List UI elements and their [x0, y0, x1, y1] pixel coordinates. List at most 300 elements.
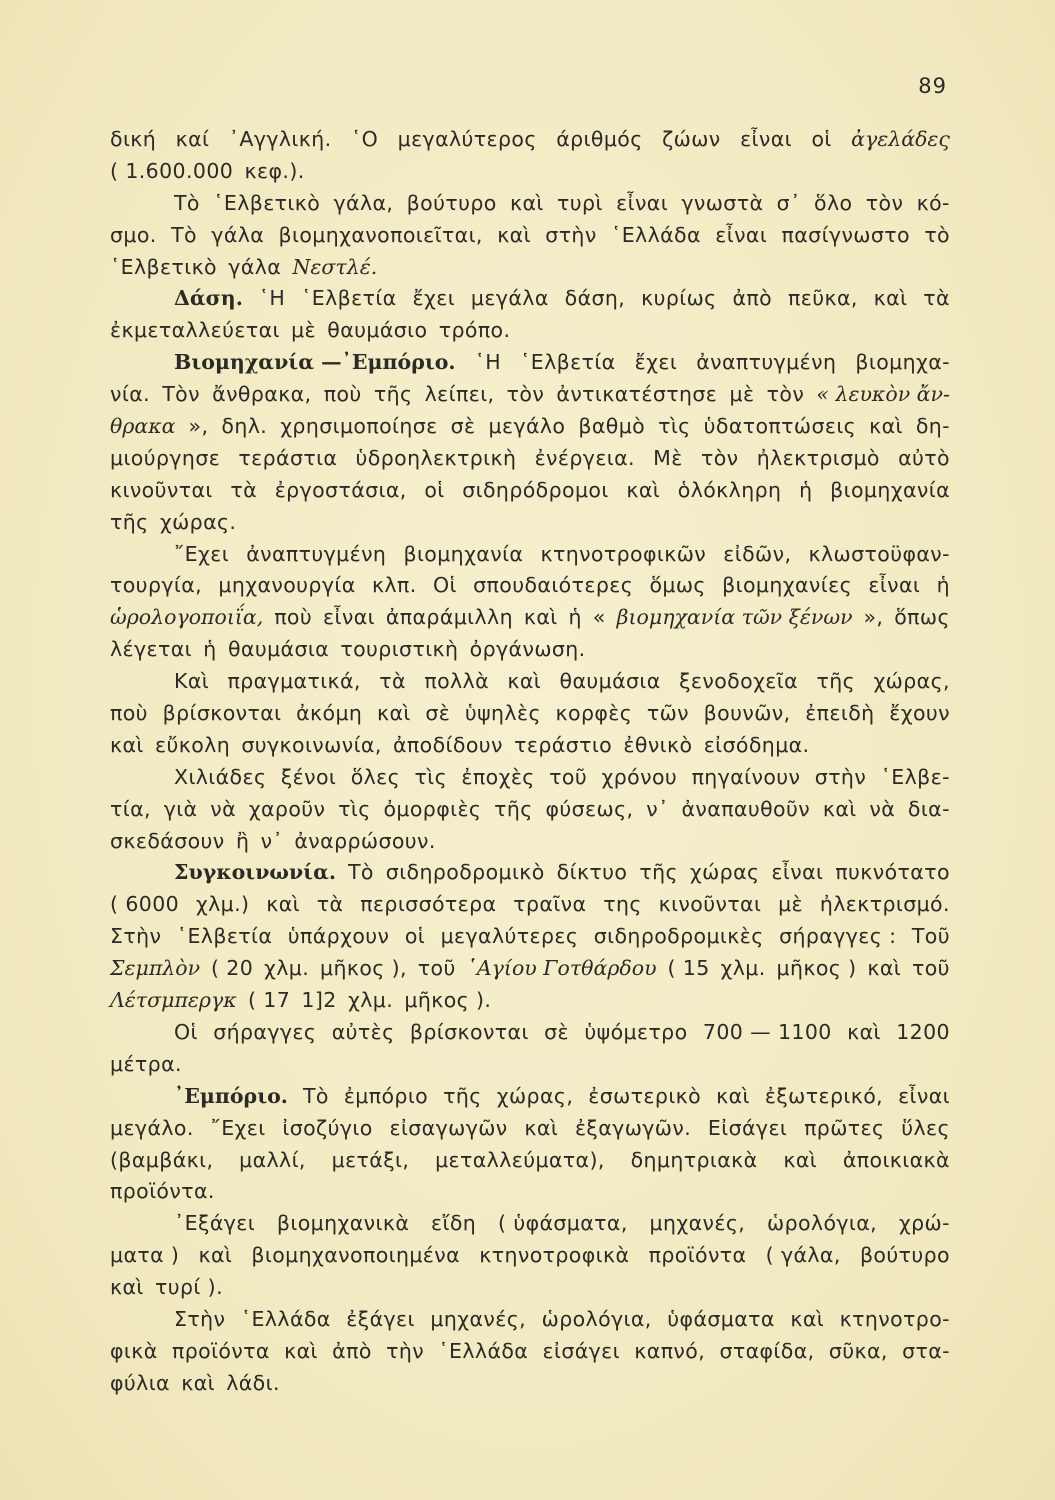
- word: τία,: [110, 796, 151, 821]
- word: γνωστὰ: [681, 190, 764, 215]
- word: λάδι.: [226, 1370, 280, 1395]
- section-heading: Συγκοινωνία.: [174, 860, 337, 885]
- word: σ᾿: [776, 190, 801, 215]
- word: βουνῶν,: [703, 701, 791, 726]
- word: καὶ: [790, 1306, 825, 1331]
- word: ἠλεκτρισμὸ: [756, 445, 880, 470]
- word: ἄνθρακα,: [212, 382, 312, 407]
- word: καὶ: [783, 1147, 818, 1172]
- word: ῾Ελβετία: [301, 286, 397, 311]
- word: ἡ: [568, 605, 582, 630]
- word: τὰ: [923, 286, 950, 311]
- word: εἶναι: [898, 1083, 950, 1108]
- word: Τοῦ: [911, 924, 950, 949]
- word: βιομηχανία τῶν ξένων: [616, 605, 853, 630]
- word: μιούργησε: [110, 445, 221, 470]
- word: 700 — 1100: [702, 1019, 832, 1044]
- word: σιδηρόδρομοι: [462, 477, 609, 502]
- word: Τὸ: [174, 190, 200, 215]
- text-line: [110, 634, 950, 666]
- word: Στὴν: [110, 924, 162, 949]
- word: ( 17: [247, 988, 291, 1013]
- word: τοῦ: [417, 956, 456, 981]
- text-line: [110, 826, 950, 858]
- word: ὀργάνωση.: [469, 637, 586, 662]
- word: ( 6000: [110, 892, 180, 917]
- word: ν᾿: [646, 796, 669, 821]
- word: Τὸ: [302, 1083, 329, 1108]
- word: κτηνοτροφικὰ: [479, 1243, 630, 1268]
- word: ξένοι: [280, 764, 337, 789]
- word: τυρί ).: [155, 1275, 223, 1300]
- word: ῾Η: [474, 350, 502, 375]
- word: πολλὰ: [424, 669, 489, 694]
- word: καὶ: [847, 1019, 881, 1044]
- word: στα-: [902, 1338, 950, 1363]
- word: σῦκα,: [828, 1338, 888, 1363]
- word: Σεμπλὸν: [110, 956, 201, 981]
- text-line: [110, 315, 950, 347]
- word: πραγματικά,: [227, 669, 361, 694]
- word: μεγαλύτερες: [440, 924, 579, 949]
- section-heading: Βιομηχανία —᾿Εμπόριο.: [174, 350, 456, 375]
- word: ἐκμεταλλεύεται: [110, 318, 280, 343]
- word: γάλα: [228, 254, 282, 279]
- word: ῾Ελλάδα: [611, 222, 701, 247]
- word: εἶναι: [616, 190, 669, 215]
- word: στὴν: [814, 764, 867, 789]
- text-line: [110, 762, 950, 794]
- word: νὰ: [869, 796, 896, 821]
- section-heading: Δάση.: [174, 286, 243, 311]
- word: εἴδη: [431, 1211, 477, 1236]
- word: μεταλλεύματα),: [435, 1147, 605, 1172]
- word: τῶν: [646, 701, 690, 726]
- text-line: [110, 602, 950, 634]
- word: ἐξαγωγῶν.: [574, 1115, 692, 1140]
- word: ἐποχὲς: [461, 764, 535, 789]
- word: ὡρολόγια,: [767, 1211, 878, 1236]
- word: δια-: [907, 796, 950, 821]
- word: συγκοινωνία,: [241, 732, 382, 757]
- word: ( ὑφάσματα,: [498, 1211, 628, 1236]
- word: οἱ: [811, 127, 832, 151]
- word: μέτρα.: [110, 1051, 182, 1076]
- word: προϊόντα: [648, 1243, 747, 1268]
- word: προϊόντα.: [110, 1179, 215, 1204]
- word: χλμ.): [195, 892, 250, 917]
- word: χώρας,: [496, 1083, 574, 1108]
- word: καὶ: [523, 605, 558, 630]
- text-line: [110, 921, 950, 953]
- text-line: [110, 666, 950, 698]
- word: ἀντικατέστησε: [556, 382, 718, 407]
- word: (βαμβάκι,: [110, 1147, 214, 1172]
- word: «: [592, 605, 606, 630]
- word: ὑπάρχουν: [287, 924, 390, 949]
- word: ὅλο: [814, 190, 853, 215]
- word: φύσεως,: [545, 796, 634, 821]
- word: ὡρολόγια,: [541, 1306, 652, 1331]
- text-line: [110, 283, 950, 315]
- word: σπουδαιότερες: [473, 573, 634, 598]
- word: ἀναπτυγμένη: [696, 350, 837, 375]
- word: καὶ: [181, 1370, 215, 1395]
- word: τοῦ: [911, 956, 950, 981]
- word: γάλα,: [333, 190, 394, 215]
- word: ἐπειδὴ: [805, 701, 875, 726]
- word: Τὸν: [162, 382, 200, 407]
- word: τὶς: [658, 414, 691, 439]
- text-line: [110, 156, 950, 188]
- word: πεῦκα,: [787, 286, 858, 311]
- word: ᾿Αγγλική.: [228, 127, 332, 151]
- word: τεράστιο: [514, 732, 613, 757]
- word: δάση,: [564, 286, 626, 311]
- word: καὶ: [510, 190, 544, 215]
- word: καὶ: [266, 892, 300, 917]
- word: μηχανές,: [430, 1306, 527, 1331]
- word: σκεδάσουν: [110, 828, 225, 853]
- word: πυκνότατο: [835, 860, 950, 885]
- text-line: [110, 443, 950, 475]
- word: εἶναι: [715, 222, 768, 247]
- word: άριθμός: [556, 127, 643, 151]
- word: Νεστλέ.: [292, 254, 378, 279]
- word: Μὲ: [653, 445, 683, 470]
- word: ἐνέργεια.: [534, 445, 635, 470]
- word: χρόνου: [601, 764, 678, 789]
- word: ὅλες: [350, 764, 401, 789]
- word: σμο.: [110, 222, 157, 247]
- word: ὑδατοπτώσεις: [703, 414, 857, 439]
- word: αὐτὲς: [331, 1019, 395, 1044]
- word: καὶ: [716, 1083, 750, 1108]
- text-line: [110, 1336, 950, 1368]
- word: Οἱ: [174, 1019, 198, 1044]
- word: ῾Ελβετικὸ: [213, 190, 321, 215]
- word: ποὺ: [323, 382, 362, 407]
- word: τὴν: [386, 1338, 425, 1363]
- word: θαυμάσια: [559, 669, 661, 694]
- word: σὲ: [450, 414, 476, 439]
- word: μεγάλα: [470, 286, 549, 311]
- word: χώρας,: [873, 669, 950, 694]
- word: μετάξι,: [331, 1147, 410, 1172]
- word: καὶ: [873, 286, 908, 311]
- word: τυρὶ: [557, 190, 603, 215]
- word: μεγάλο.: [110, 1115, 194, 1140]
- text-line: [110, 730, 950, 762]
- word: ἀπαράμιλλη: [385, 605, 513, 630]
- word: μεγαλύτερος: [397, 127, 537, 151]
- word: βρίσκονται: [409, 1019, 529, 1044]
- word: ν᾿: [260, 828, 284, 853]
- word: χλμ.: [264, 956, 310, 981]
- word: Τὸ: [171, 222, 197, 247]
- text-line: [110, 570, 950, 602]
- word: εἰσαγωγῶν: [389, 1115, 508, 1140]
- word: ὡρολογοποιΐα,: [110, 605, 264, 630]
- word: εὔκολη: [155, 732, 231, 757]
- word: « λευκὸν ἄν-: [816, 382, 950, 407]
- word: ῾Ελβετία: [520, 350, 616, 375]
- word: ( γάλα,: [765, 1243, 841, 1268]
- word: ὅμως: [649, 573, 706, 598]
- word: καὶ: [110, 732, 144, 757]
- word: ὅπως: [894, 605, 950, 630]
- word: τῆς: [443, 1083, 482, 1108]
- word: τὰ: [230, 477, 258, 502]
- word: ἐθνικὸ: [623, 732, 693, 757]
- word: βούτυρο: [859, 1243, 950, 1268]
- word: τεράστια: [238, 445, 338, 470]
- word: τοῦ: [549, 764, 588, 789]
- word: Τὸ: [347, 860, 374, 885]
- word: ῾Η: [258, 286, 286, 311]
- word: τὰ: [379, 669, 406, 694]
- word: κορφὲς: [555, 701, 633, 726]
- word: ἀναπτυγμένη: [246, 541, 387, 566]
- word: χλμ.: [347, 988, 394, 1013]
- word: θρακα: [110, 414, 176, 439]
- word: ὑδροηλεκτρικὴ: [355, 445, 517, 470]
- word: καὶ: [497, 222, 531, 247]
- text-line: [110, 507, 950, 539]
- text-line: [110, 1081, 950, 1113]
- word: θαυμάσιο: [327, 318, 428, 343]
- word: μὲ: [778, 892, 804, 917]
- word: καὶ: [524, 1115, 559, 1140]
- word: ὑψηλὲς: [464, 701, 541, 726]
- word: Χιλιάδες: [174, 764, 267, 789]
- word: εἰδῶν,: [723, 541, 792, 566]
- word: εἰσάγει: [542, 1338, 620, 1363]
- word: καί: [175, 127, 210, 151]
- word: ῾Ελβετικὸ: [110, 254, 218, 279]
- word: δηλ.: [221, 414, 268, 439]
- text-line: [110, 124, 950, 156]
- word: χώρας: [689, 860, 760, 885]
- word: ἐμπόριο: [343, 1083, 429, 1108]
- word: ᾿Εξάγει: [174, 1211, 256, 1236]
- word: κινοῦνται: [658, 892, 762, 917]
- word: βιομηχανία: [830, 477, 950, 502]
- text-line: [110, 475, 950, 507]
- word: σήραγγες: [213, 1019, 317, 1044]
- text-line: [110, 220, 950, 252]
- word: αὐτὸ: [898, 445, 950, 470]
- word: τῆς: [110, 509, 149, 534]
- word: τῆς: [639, 860, 678, 885]
- word: τὸν: [700, 445, 739, 470]
- word: προϊόντα: [171, 1338, 270, 1363]
- word: κό-: [916, 190, 950, 215]
- word: βιομηχανοποιημένα: [251, 1243, 461, 1268]
- word: μηχανές,: [649, 1211, 746, 1236]
- word: μὲ: [729, 382, 755, 407]
- word: καὶ: [110, 1275, 144, 1300]
- word: χλμ.: [720, 956, 766, 981]
- text-line: [110, 1272, 950, 1304]
- word: τὸν: [766, 382, 805, 407]
- word: καὶ: [867, 956, 902, 981]
- text-line: [110, 953, 950, 985]
- word: οἱ: [424, 477, 445, 502]
- page-number: 89: [918, 74, 947, 98]
- word: τὰ: [316, 892, 344, 917]
- word: ἰσοζύγιο: [282, 1115, 373, 1140]
- word: κεφ.).: [244, 158, 305, 183]
- word: ποὺ: [274, 605, 313, 630]
- word: ῾Αγίου Γοτθάρδου: [466, 956, 657, 981]
- word: ὁλόκληρη: [677, 477, 782, 502]
- word: ἐξάγει: [346, 1306, 415, 1331]
- text-line: [110, 1113, 950, 1145]
- word: Λέτσμπεργκ: [110, 988, 237, 1013]
- text-line: [110, 252, 950, 284]
- word: μῆκος ).: [404, 988, 492, 1013]
- word: Στὴν: [174, 1306, 226, 1331]
- text-line: [110, 188, 950, 220]
- word: καὶ: [376, 701, 411, 726]
- word: ὑφάσματα: [667, 1306, 775, 1331]
- word: εἶναι: [868, 573, 921, 598]
- word: τὶς: [414, 764, 447, 789]
- word: σήραγγες :: [779, 924, 897, 949]
- word: βιομηχανία: [403, 541, 524, 566]
- word: 1200: [896, 1019, 950, 1044]
- body-text: [110, 124, 950, 1400]
- word: σὲ: [425, 701, 451, 726]
- word: ἡ: [936, 573, 950, 598]
- word: ἔχει: [634, 350, 678, 375]
- text-line: [110, 347, 950, 379]
- word: νὰ: [210, 796, 237, 821]
- word: εἶναι: [771, 860, 824, 885]
- word: θαυμάσια: [227, 637, 330, 662]
- word: ( 15: [667, 956, 710, 981]
- text-line: [110, 794, 950, 826]
- word: ἐργοστάσια,: [274, 477, 407, 502]
- text-line: [110, 985, 950, 1017]
- word: καὶ: [284, 1338, 318, 1363]
- text-line: [110, 1368, 950, 1400]
- word: μὲ: [291, 318, 317, 343]
- word: ἡ: [799, 477, 813, 502]
- word: ἀγελάδες: [851, 127, 950, 151]
- word: καὶ: [626, 477, 661, 502]
- word: σὲ: [544, 1019, 570, 1044]
- word: ἢ: [235, 828, 250, 853]
- word: βιομηχα-: [855, 350, 950, 375]
- word: φικὰ: [110, 1338, 158, 1363]
- word: μεγάλο: [488, 414, 566, 439]
- word: φύλια: [110, 1370, 170, 1395]
- word: λέγεται: [110, 637, 193, 662]
- word: ἀναρρώσουν.: [294, 828, 436, 853]
- word: ματα ): [110, 1243, 180, 1268]
- word: ἀπὸ: [732, 286, 773, 311]
- word: γιὰ: [163, 796, 198, 821]
- word: ( 20: [210, 956, 254, 981]
- word: ἐξωτερικό,: [764, 1083, 884, 1108]
- text-line: [110, 1304, 950, 1336]
- word: ῾Ελλάδα: [438, 1338, 529, 1363]
- text-line: [110, 1049, 950, 1081]
- word: νία.: [110, 382, 151, 407]
- word: ἀπὸ: [332, 1338, 372, 1363]
- word: ἀναπαυθοῦν: [681, 796, 811, 821]
- word: ( 1.600.000: [110, 158, 234, 183]
- word: 1]2: [301, 988, 337, 1013]
- word: χρησιμοποίησε: [280, 414, 438, 439]
- text-line: [110, 539, 950, 571]
- word: πασίγνωστο: [781, 222, 910, 247]
- word: τὸν: [506, 382, 545, 407]
- word: καὶ: [869, 414, 903, 439]
- word: εἶναι: [323, 605, 375, 630]
- word: ἠλεκτρισμό.: [819, 892, 950, 917]
- word: βιομηχανίες: [722, 573, 853, 598]
- word: ἔχουν: [889, 701, 950, 726]
- word: τὶς: [338, 796, 371, 821]
- word: ποὺ: [110, 701, 148, 726]
- word: χαροῦν: [248, 796, 326, 821]
- word: τραῖνα: [513, 892, 587, 917]
- text-line: [110, 1145, 950, 1177]
- word: Εἰσάγει: [707, 1115, 788, 1140]
- word: εἶναι: [740, 127, 792, 151]
- word: τὸ: [924, 222, 950, 247]
- word: καὶ: [822, 796, 857, 821]
- word: πηγαίνουν: [691, 764, 801, 789]
- word: βαθμὸ: [578, 414, 646, 439]
- word: μηχανουργία: [218, 573, 356, 598]
- text-line: [110, 411, 950, 443]
- word: λείπει,: [424, 382, 495, 407]
- word: βούτυρο: [406, 190, 497, 215]
- text-line: [110, 857, 950, 889]
- text-line: [110, 379, 950, 411]
- section-heading: ᾿Εμπόριο.: [174, 1083, 288, 1108]
- word: κτηνοτροφικῶν: [540, 541, 707, 566]
- word: ξενοδοχεῖα: [679, 669, 799, 694]
- word: καὶ: [507, 669, 542, 694]
- word: ἀποικιακὰ: [842, 1147, 950, 1172]
- word: ῎Εχει: [174, 541, 230, 566]
- word: σιδηροδρομικὲς: [593, 924, 764, 949]
- word: οἱ: [404, 924, 426, 949]
- word: κυρίως: [641, 286, 717, 311]
- word: ὕλες: [901, 1115, 950, 1140]
- word: ῾Ο: [351, 127, 379, 151]
- word: μῆκος ): [776, 956, 857, 981]
- word: σιδηροδρομικὸ: [385, 860, 545, 885]
- word: καὶ: [198, 1243, 233, 1268]
- text-line: [110, 1176, 950, 1208]
- word: σταφίδα,: [719, 1338, 815, 1363]
- word: της: [603, 892, 642, 917]
- text-line: [110, 889, 950, 921]
- word: ζώων: [662, 127, 721, 151]
- word: περισσότερα: [360, 892, 497, 917]
- word: κλωστοϋφαν-: [808, 541, 950, 566]
- word: γάλα: [211, 222, 265, 247]
- word: τῆς: [373, 382, 413, 407]
- word: ἐσωτερικὸ: [588, 1083, 702, 1108]
- word: τὸν: [865, 190, 904, 215]
